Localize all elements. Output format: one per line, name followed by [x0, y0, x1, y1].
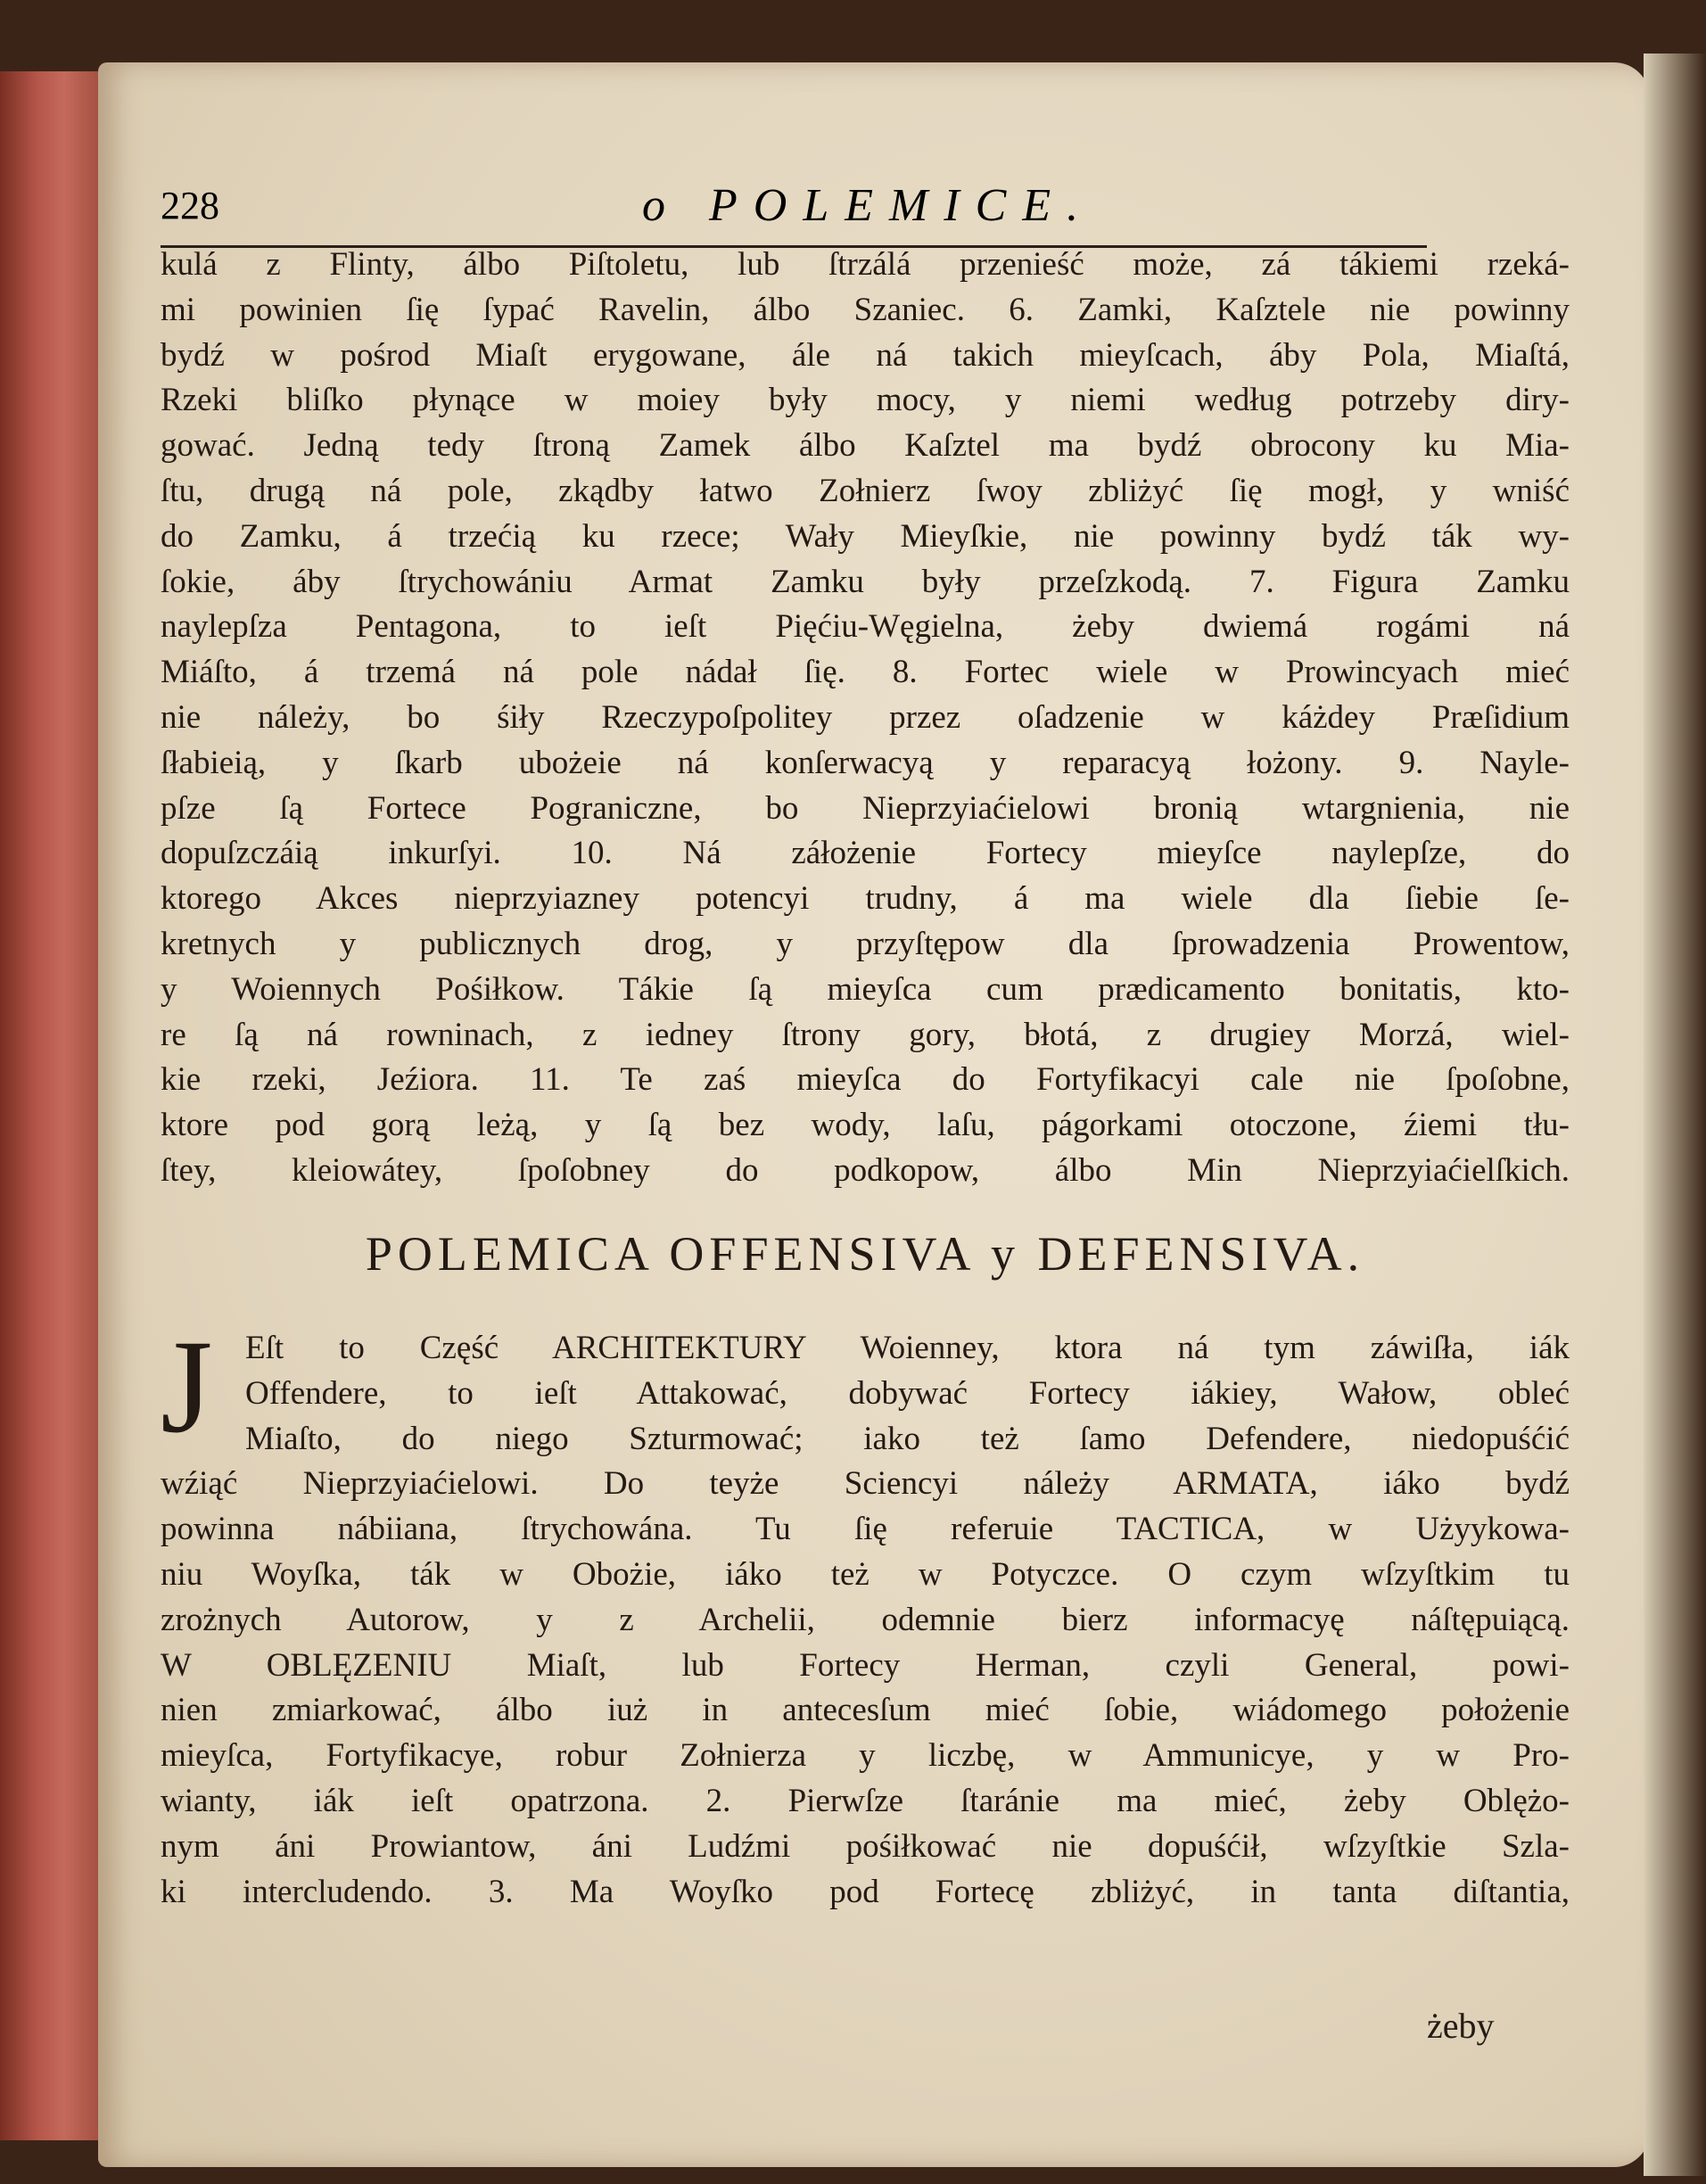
- text-line: niu Woyſka, ták w Obożie, iáko też w Potyczce. O czym wſzyſtkim tu: [161, 1555, 1570, 1593]
- text-line: do Zamku, á trzećią ku rzece; Wały Mieyſkie, nie powinny bydź ták wy-: [161, 517, 1570, 555]
- drop-cap: J: [161, 1313, 213, 1461]
- text-line: Eſt to Część ARCHITEKTURY Woienney, ktora ná tym záwiſła, iák: [245, 1330, 1570, 1366]
- text-line: gować. Jedną tedy ſtroną Zamek álbo Kaſztel ma bydź obrocony ku Mia-: [161, 427, 1570, 465]
- page-header: [161, 180, 1427, 248]
- text-line: nie náleży, bo śiły Rzeczypoſpolitey przez oſadzenie w káżdey Præſidium: [161, 698, 1570, 736]
- text-line: wźiąć Nieprzyiaćielowi. Do teyże Sciencyi náleży ARMATA, iáko bydź: [161, 1465, 1570, 1503]
- text-line: W OBLĘZENIU Miaſt, lub Fortecy Herman, czyli General, powi-: [161, 1646, 1570, 1684]
- text-line: wianty, iák ieſt opatrzona. 2. Pierwſze ſtaránie ma mieć, żeby Oblężo-: [161, 1782, 1570, 1819]
- text-line: ktorego Akces nieprzyiazney potencyi trudny, á ma wiele dla ſiebie ſe-: [161, 880, 1570, 918]
- text-line: ki intercludendo. 3. Ma Woyſko pod Fortecę zbliżyć, in tanta diſtantia,: [161, 1873, 1570, 1910]
- text-line: ſtey, kleiowátey, ſpoſobney do podkopow, álbo Min Nieprzyiaćielſkich.: [161, 1151, 1570, 1189]
- text-line: nym áni Prowiantow, áni Ludźmi pośiłkować nie dopuśćił, wſzyſtkie Szla-: [161, 1827, 1570, 1865]
- running-title: o POLEMICE.: [642, 180, 1095, 231]
- paragraph-1: [161, 245, 1570, 1197]
- text-line: naylepſza Pentagona, to ieſt Pięćiu-Węgielna, żeby dwiemá rogámi ná: [161, 608, 1570, 646]
- page-edge: [0, 71, 107, 2140]
- text-line: mi powinien ſię ſypać Ravelin, álbo Szaniec. 6. Zamki, Kaſztele nie powinny: [161, 291, 1570, 328]
- text-line: Offendere, to ieſt Attakować, dobywać Fortecy iákiey, Wałow, obleć: [245, 1374, 1570, 1412]
- text-line: Miaſto, do niego Szturmować; iako też ſamo Defendere, niedopuśćić: [245, 1420, 1570, 1457]
- text-line: ſłabieią, y ſkarb ubożeie ná konſerwacyą y reparacyą łożony. 9. Nayle-: [161, 744, 1570, 781]
- text-line: zrożnych Autorow, y z Archelii, odemnie bierz informacyę náſtępuiącą.: [161, 1601, 1570, 1638]
- text-line: ktore pod gorą leżą, y ſą bez wody, laſu, págorkami otoczone, źiemi tłu-: [161, 1107, 1570, 1144]
- section-title: POLEMICA OFFENSIVA y DEFENSIVA.: [365, 1227, 1365, 1281]
- text-line: nien zmiarkować, álbo iuż in antecesſum mieć ſobie, wiádomego położenie: [161, 1692, 1570, 1729]
- text-line: pſze ſą Fortece Pograniczne, bo Nieprzyiaćielowi bronią wtargnienia, nie: [161, 789, 1570, 827]
- text-line: dopuſzczáią inkurſyi. 10. Ná záłożenie Fortecy mieyſce naylepſze, do: [161, 835, 1570, 872]
- text-line: kie rzeki, Jeźiora. 11. Te zaś mieyſca do Fortyfikacyi cale nie ſpoſobne,: [161, 1061, 1570, 1099]
- text-line: ſtu, drugą ná pole, zkądby łatwo Zołnierz ſwoy zbliżyć ſię mogł, y wniść: [161, 472, 1570, 509]
- paragraph-2: [161, 1329, 1570, 1917]
- text-line: powinna nábiiana, ſtrychowána. Tu ſię referuie TACTICA, w Użyykowa-: [161, 1511, 1570, 1548]
- catchword: żeby: [1427, 2006, 1495, 2046]
- text-line: kretnych y publicznych drog, y przyſtępow dla ſprowadzenia Prowentow,: [161, 925, 1570, 962]
- text-line: re ſą ná rowninach, z iedney ſtrony gory, błotá, z drugiey Morzá, wiel-: [161, 1016, 1570, 1053]
- text-line: kulá z Flinty, álbo Piſtoletu, lub ſtrzálá przenieść może, zá tákiemi rzeká-: [161, 246, 1570, 283]
- text-line: Miáſto, á trzemá ná pole nádał ſię. 8. Fortec wiele w Prowincyach mieć: [161, 654, 1570, 691]
- book-gutter: [1644, 54, 1706, 2176]
- text-line: ſokie, áby ſtrychowániu Armat Zamku były przeſzkodą. 7. Figura Zamku: [161, 563, 1570, 600]
- text-line: mieyſca, Fortyfikacye, robur Zołnierza y liczbę, w Ammunicye, y w Pro-: [161, 1737, 1570, 1775]
- text-line: y Woiennych Pośiłkow. Tákie ſą mieyſca cum prædicamento bonitatis, kto-: [161, 970, 1570, 1008]
- text-line: bydź w pośrod Miaſt erygowane, ále ná takich mieyſcach, áby Pola, Miaſtá,: [161, 336, 1570, 374]
- text-line: Rzeki bliſko płynące w moiey były mocy, y niemi według potrzeby diry-: [161, 382, 1570, 419]
- page-number: 228: [161, 184, 219, 227]
